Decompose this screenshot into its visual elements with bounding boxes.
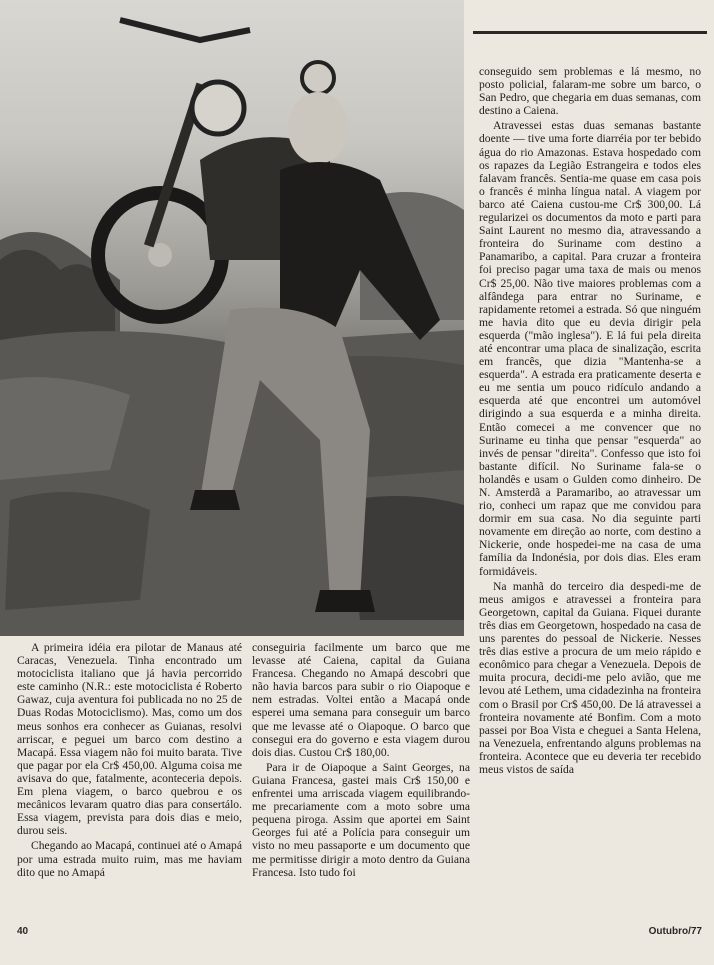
paragraph: Para ir de Oiapoque a Saint Georges, na Guiana Francesa, gastei mais Cr$ 150,00 e enfrentei uma arriscada viagem equilibrando-me precariamente com a moto sobre uma pequena piroga. Assim que aportei em Saint Georges fui até a Polícia para conseguir um visto no meu passaporte e um documento que me permitisse dirigir a moto dentro da Guiana Francesa. Isto tudo foi <box>252 760 470 879</box>
paragraph: Chegando ao Macapá, continuei até o Amapá por uma estrada muito ruim, mas me haviam dito que no Amapá <box>17 839 242 879</box>
page-number: 40 <box>17 926 29 937</box>
article-column-2 <box>252 641 470 941</box>
column-top-rule <box>473 31 707 34</box>
article-column-1 <box>17 641 242 941</box>
article-column-3 <box>479 65 701 941</box>
motorcycle-rider-photo-icon <box>0 0 464 636</box>
paragraph: Na manhã do terceiro dia despedi-me de meus amigos e atravessei a fronteira para Georgetown, capital da Guiana. Fiquei durante três dias em Georgetown, hospedado na casa de uns parentes do pessoal de Nickerie. Nesses três dias estive a procura de um meio rápido e econômico para chegar a Venezuela. Depois de muita procura, decidi-me pelo avião, que me levou até Lethem, uma cidadezinha na fronteira com o Brasil por Cr$ 450,00. De lá atravessei a fronteira novamente até Bonfim. Com a moto passei por Boa Vista e cheguei a Santa Helena, na Venezuela, enfrentando alguns problemas na fronteira. Acontece que eu deveria ter recebido meus vistos de saída <box>479 579 701 776</box>
paragraph: A primeira idéia era pilotar de Manaus até Caracas, Venezuela. Tinha encontrado um motociclista italiano que já havia percorrido este caminho (N.R.: este motociclista é Roberto Gawaz, cuja aventura foi publicada no no 25 de Duas Rodas Motociclismo). Mas, como um dos meus sonhos era conhecer as Guianas, resolvi arriscar, e peguei um barco com destino a Macapá. Essa viagem não foi muito barata. Tive que pagar por ela Cr$ 450,00. Alguma coisa me avisava do que, fatalmente, aconteceria depois. Em plena viagem, o barco quebrou e os mecânicos levaram quatro dias para consertálo. Essa viagem, prevista para dois dias e meio, durou seis. <box>17 641 242 838</box>
paragraph: conseguiria facilmente um barco que me levasse até Caiena, capital da Guiana Francesa. Chegando no Amapá descobri que não havia barcos para subir o rio Oiapoque e nem estradas. Voltei então a Macapá onde esperei uma semana para conseguir um barco que me levasse até o Oiapoque. O barco que consegui era do governo e esta viagem durou dois dias. Custou Cr$ 180,00. <box>252 641 470 759</box>
paragraph: Atravessei estas duas semanas bastante doente — tive uma forte diarréia por ter bebido água do rio Amazonas. Estava hospedado com os rapazes da Legião Estrangeira e todos eles falavam francês. Sentia-me quase em casa pois o francês é minha língua natal. A viagem por barco até Caiena custou-me Cr$ 300,00. Lá regularizei os documentos da moto e parti para Saint Laurent no mesmo dia, atravessando a fronteira do Suriname com destino a Panamaribo, a capital. Para cruzar a fronteira foi preciso pagar uma taxa de mais ou menos Cr$ 25,00. Não tive maiores problemas com a alfândega para entrar no Suriname, e rapidamente retomei a estrada. Só que ninguém me havia dito que eu devia dirigir pela esquerda ("mão inglesa"). E lá fui pela direita até encontrar uma placa de sinalização, escrita em francês, que dizia "Mantenha-se a esquerda". A estrada era praticamente deserta e eu me sentia um pouco ridículo andando a esquerda até que encontrei um automóvel dirigindo a sua esquerda e a minha direita. Então comecei a me convencer que no Suriname eu tinha que pensar "esquerda" ao invés de pensar "direita". Confesso que isto foi bastante difícil. No Suriname fala-se o holandês e usam o Gulden como dinheiro. De N. Amsterdã a Paramaribo, ao atravessar um rio, conheci um rapaz que me convidou para dormir em sua casa. No dia seguinte parti novamente em direção ao norte, com destino a Nickerie, onde hospedei-me na casa de uma família da Indonésia, por dois dias. Eles eram formidáveis. <box>479 119 701 578</box>
issue-date: Outubro/77 <box>648 926 702 937</box>
paragraph: conseguido sem problemas e lá mesmo, no posto policial, falaram-me sobre um barco, o San Pedro, que chegaria em duas semanas, com destino a Caiena. <box>479 65 701 118</box>
motorcycle-photo <box>0 0 464 636</box>
